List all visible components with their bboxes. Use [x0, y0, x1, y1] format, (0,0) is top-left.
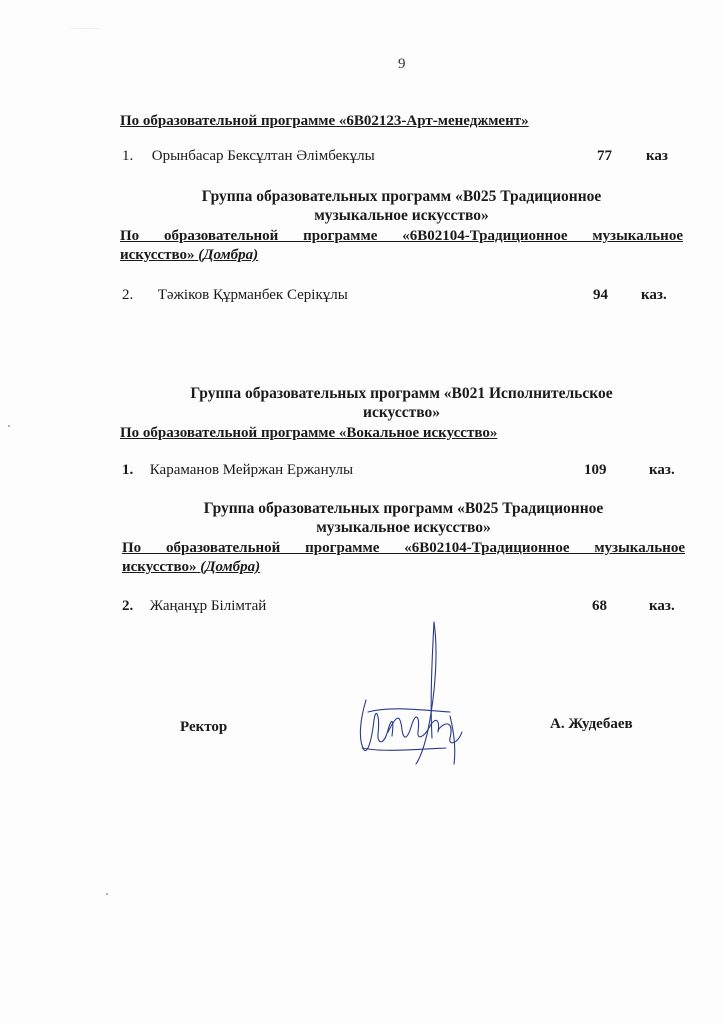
group-heading-b025: Группа образовательных программ «В025 Традиционное — [203, 500, 604, 517]
page-number: 9 — [398, 56, 406, 72]
scan-speck — [8, 425, 10, 427]
group-heading-b021: Группа образовательных программ «В021 Исполнительское — [190, 385, 613, 402]
rector-name: А. Жудебаев — [550, 716, 633, 732]
rector-title: Ректор — [180, 719, 228, 735]
program-heading-dombra: (Домбра) — [200, 559, 261, 575]
entry-number: 2. — [122, 287, 134, 303]
entry-number: 2. — [122, 598, 134, 614]
entry-score: 94 — [593, 287, 608, 303]
entry-number: 1. — [122, 462, 134, 478]
scan-speck — [106, 893, 108, 895]
program-heading-line2-text: искусство» — [122, 559, 197, 575]
entry-score: 68 — [592, 598, 607, 614]
entry-nationality: каз. — [649, 462, 675, 478]
program-heading-line2 — [122, 559, 260, 576]
program-heading-traditional-music: По образовательной программе «6В02104-Традиционное музыкальное — [122, 540, 685, 556]
entry-nationality: каз — [646, 148, 668, 164]
program-heading-vocal: По образовательной программе «Вокальное искусство» — [120, 425, 498, 441]
handwritten-signature — [350, 620, 470, 770]
group-heading-b025: Группа образовательных программ «В025 Традиционное — [201, 188, 602, 205]
entry-name: Жаңанұр Білімтай — [149, 598, 267, 614]
entry-row — [122, 598, 266, 615]
entry-nationality: каз. — [649, 598, 675, 614]
entry-number: 1. — [122, 148, 134, 164]
program-heading-line2-text: искусство» — [120, 247, 195, 263]
entry-row — [122, 287, 348, 304]
scan-speck — [70, 28, 100, 29]
program-heading-line2 — [120, 247, 258, 264]
group-heading-b025-line2: музыкальное искусство» — [316, 519, 491, 536]
entry-name: Караманов Мейржан Ержанулы — [149, 462, 354, 478]
program-heading-traditional-music: По образовательной программе «6В02104-Традиционное музыкальное — [120, 228, 683, 244]
group-heading-b021-line2: искусство» — [363, 404, 440, 421]
entry-row — [122, 462, 353, 479]
entry-score: 77 — [597, 148, 612, 164]
entry-row — [122, 148, 375, 165]
entry-name: Тәжіков Құрманбек Серікұлы — [157, 287, 348, 303]
program-heading-art-management: По образовательной программе «6В02123-Арт-менеджмент» — [120, 113, 529, 129]
entry-name: Орынбасар Бексұлтан Әлімбекұлы — [151, 148, 375, 164]
entry-score: 109 — [584, 462, 607, 478]
entry-nationality: каз. — [641, 287, 667, 303]
program-heading-dombra: (Домбра) — [198, 247, 259, 263]
group-heading-b025-line2: музыкальное искусство» — [314, 207, 489, 224]
